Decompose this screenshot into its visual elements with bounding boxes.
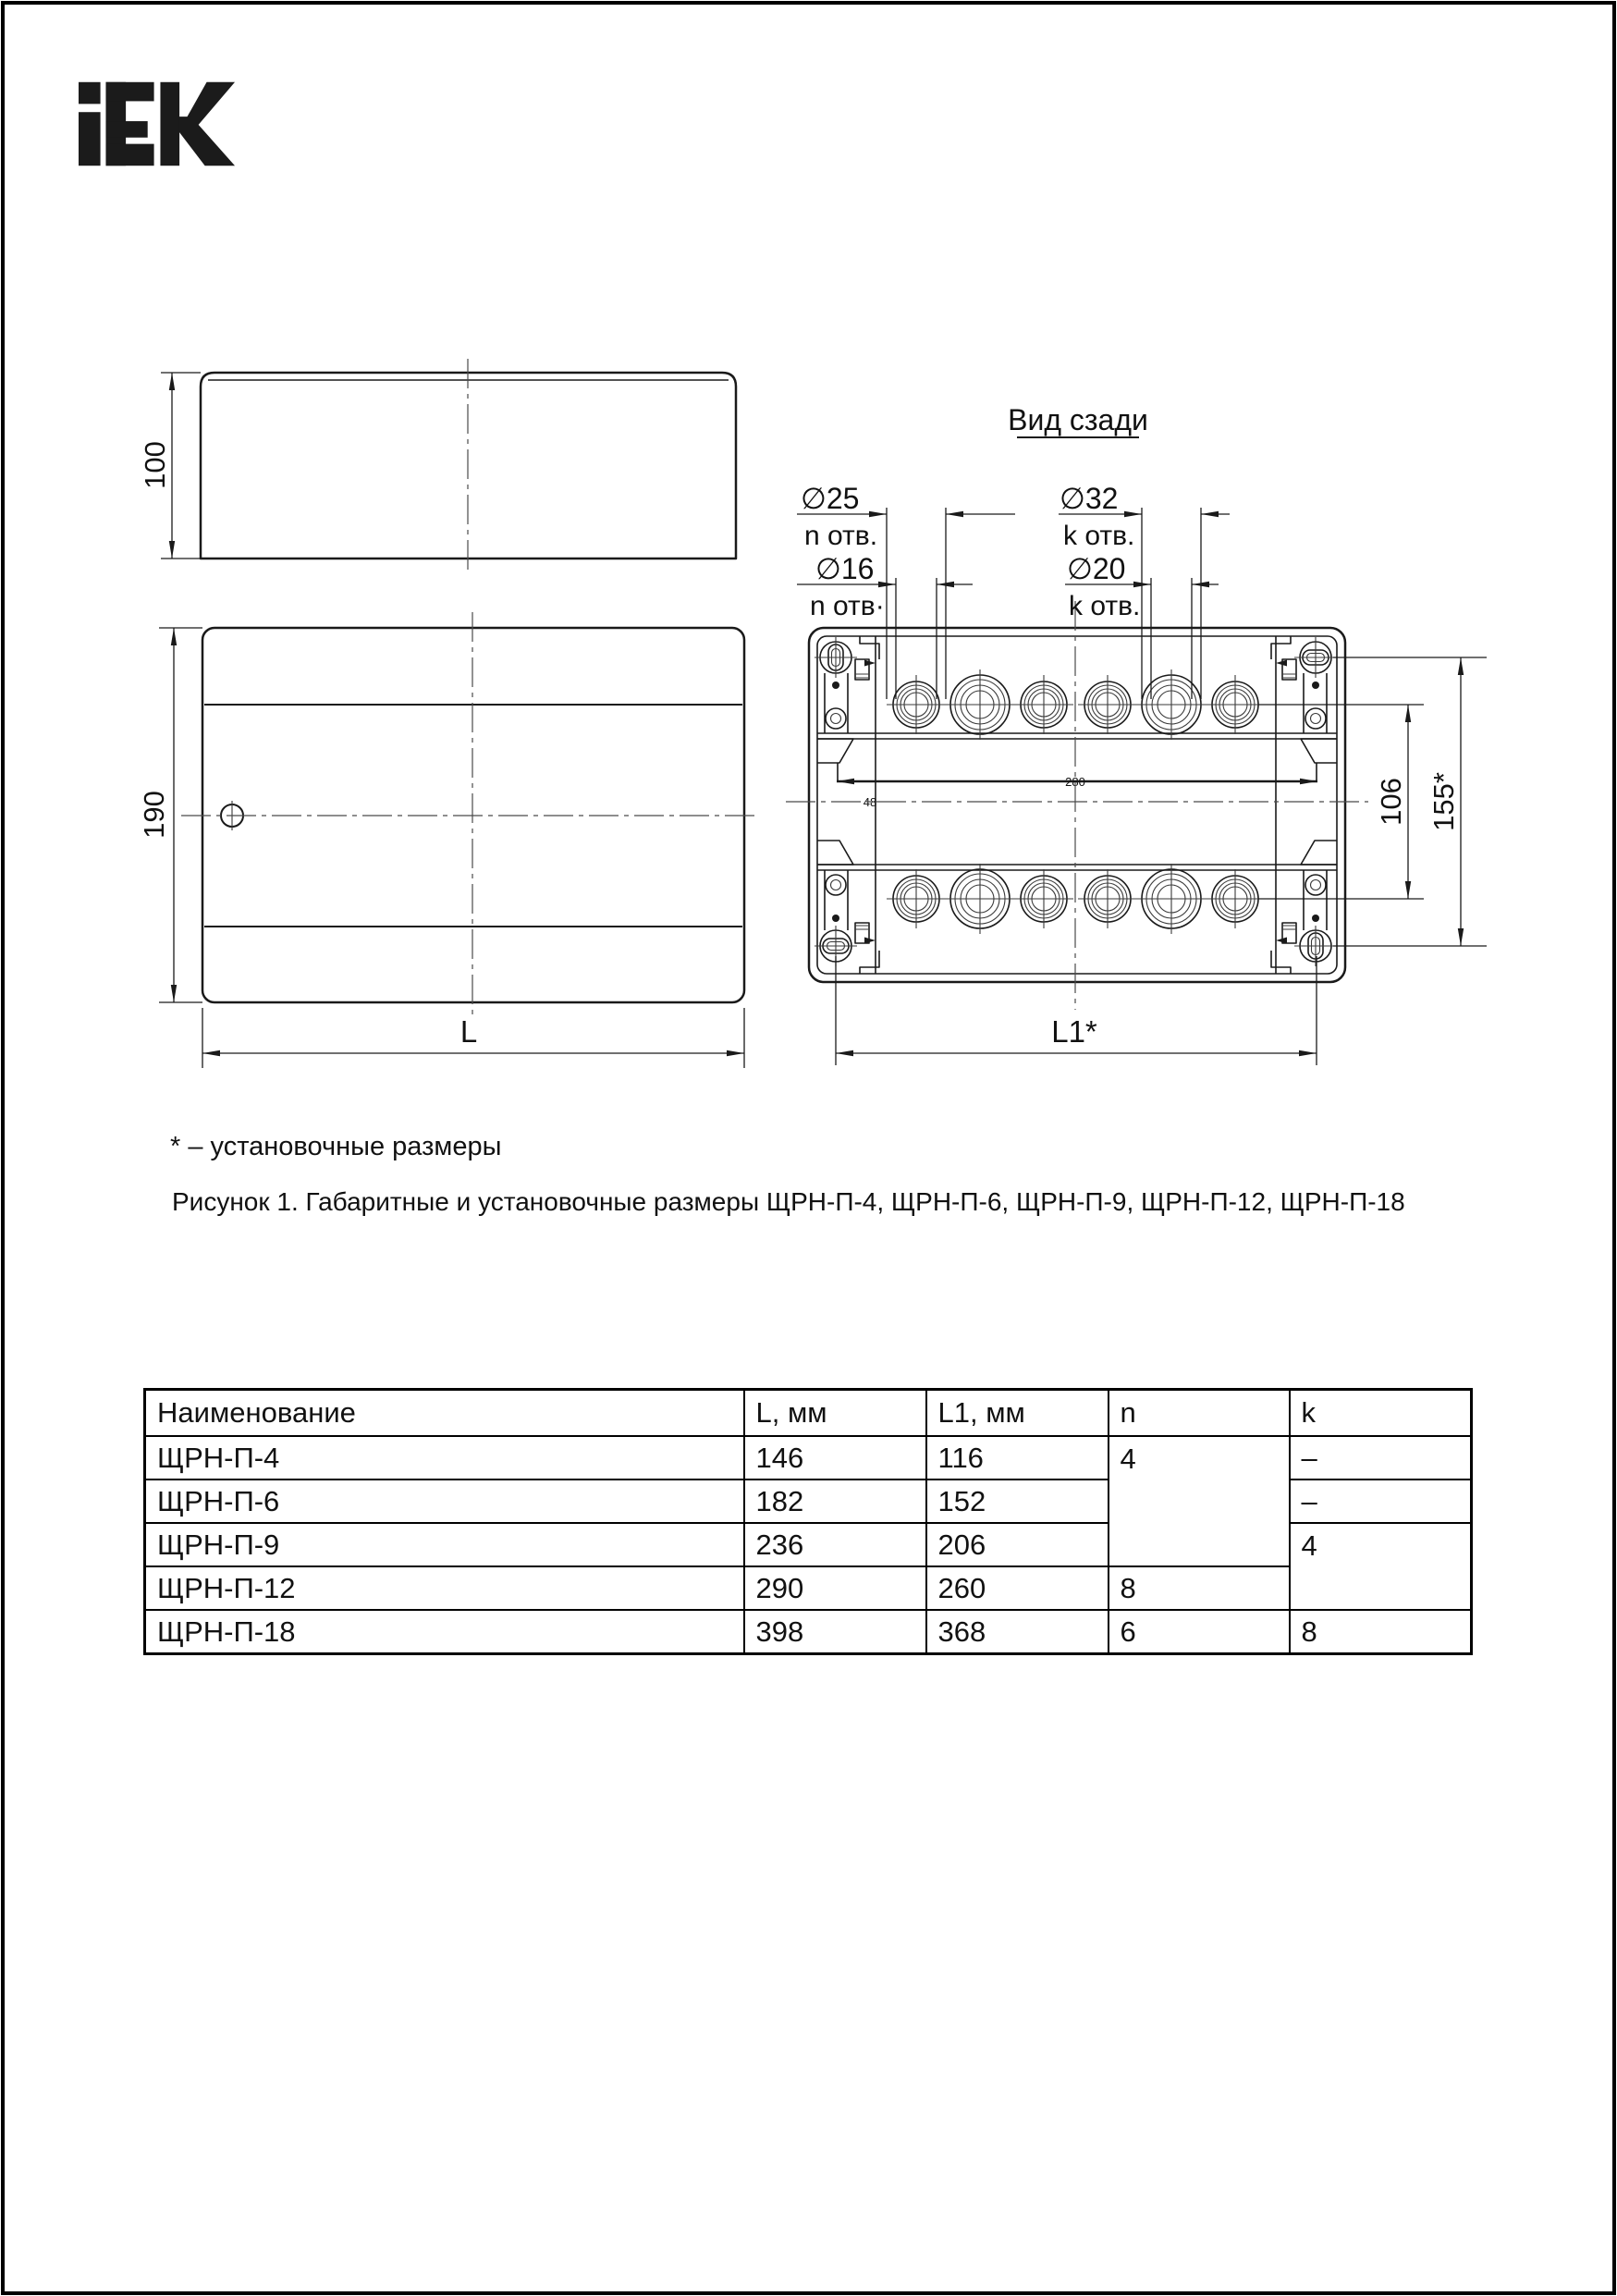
cell-L1: 368 xyxy=(926,1610,1109,1654)
table-row xyxy=(145,1566,1472,1610)
cell-n: 8 xyxy=(1109,1566,1290,1610)
table-row xyxy=(145,1436,1472,1480)
cell-n: 6 xyxy=(1109,1610,1290,1654)
hole-callouts xyxy=(797,482,1230,699)
cell-L1: 116 xyxy=(926,1436,1109,1480)
cell-name: ЩРН-П-12 xyxy=(145,1566,744,1610)
cell-L1: 152 xyxy=(926,1480,1109,1523)
table-row xyxy=(145,1610,1472,1654)
cell-L: 236 xyxy=(744,1523,926,1566)
micro-dim-label-rail: 280 xyxy=(1065,775,1085,789)
cell-k: – xyxy=(1290,1436,1472,1480)
callout-count-32: k отв. xyxy=(1063,521,1135,551)
col-header-n: n xyxy=(1109,1390,1290,1437)
dim-label-rear-width: L1* xyxy=(1051,1014,1097,1049)
col-header-L: L, мм xyxy=(744,1390,926,1437)
dim-label-mount-slots: 155* xyxy=(1427,772,1460,831)
rear-bottom-dimension xyxy=(836,956,1317,1065)
dim-label-hole-rows: 106 xyxy=(1375,778,1407,826)
dim-label-front-height: 190 xyxy=(138,791,170,839)
cell-L1: 206 xyxy=(926,1523,1109,1566)
col-header-name: Наименование xyxy=(145,1390,744,1437)
cell-name: ЩРН-П-18 xyxy=(145,1610,744,1654)
side-view xyxy=(139,359,736,573)
cell-L: 182 xyxy=(744,1480,926,1523)
callout-count-16: n отв· xyxy=(810,591,885,621)
dim-label-depth: 100 xyxy=(139,441,171,489)
spec-table xyxy=(143,1388,1473,1655)
cell-L: 398 xyxy=(744,1610,926,1654)
footnote: * – установочные размеры xyxy=(170,1132,502,1161)
callout-count-20: k отв. xyxy=(1069,591,1141,621)
dim-label-front-width: L xyxy=(459,1014,478,1049)
cell-k: – xyxy=(1290,1480,1472,1523)
col-header-L1: L1, мм xyxy=(926,1390,1109,1437)
table-header-row xyxy=(145,1390,1472,1437)
cell-k-merged: 4 xyxy=(1290,1523,1472,1610)
cell-L: 146 xyxy=(744,1436,926,1480)
callout-dia-25: ∅25 xyxy=(801,482,860,515)
rear-view-title: Вид сзади xyxy=(1008,403,1148,436)
cell-k: 8 xyxy=(1290,1610,1472,1654)
cell-L1: 260 xyxy=(926,1566,1109,1610)
callout-dia-32: ∅32 xyxy=(1060,482,1119,515)
callout-dia-16: ∅16 xyxy=(815,552,875,585)
callout-count-25: n отв. xyxy=(804,521,878,551)
micro-dim-label-center: 48 xyxy=(863,795,877,809)
front-view xyxy=(138,612,758,1068)
callout-dia-20: ∅20 xyxy=(1067,552,1126,585)
cell-L: 290 xyxy=(744,1566,926,1610)
cell-name: ЩРН-П-6 xyxy=(145,1480,744,1523)
cell-n-merged: 4 xyxy=(1109,1436,1290,1566)
figure-caption: Рисунок 1. Габаритные и установочные размеры ЩРН-П-4, ЩРН-П-6, ЩРН-П-9, ЩРН-П-12, ЩРН-П-18 xyxy=(172,1187,1405,1216)
col-header-k: k xyxy=(1290,1390,1472,1437)
rear-view xyxy=(786,403,1487,1065)
cell-name: ЩРН-П-4 xyxy=(145,1436,744,1480)
cell-name: ЩРН-П-9 xyxy=(145,1523,744,1566)
